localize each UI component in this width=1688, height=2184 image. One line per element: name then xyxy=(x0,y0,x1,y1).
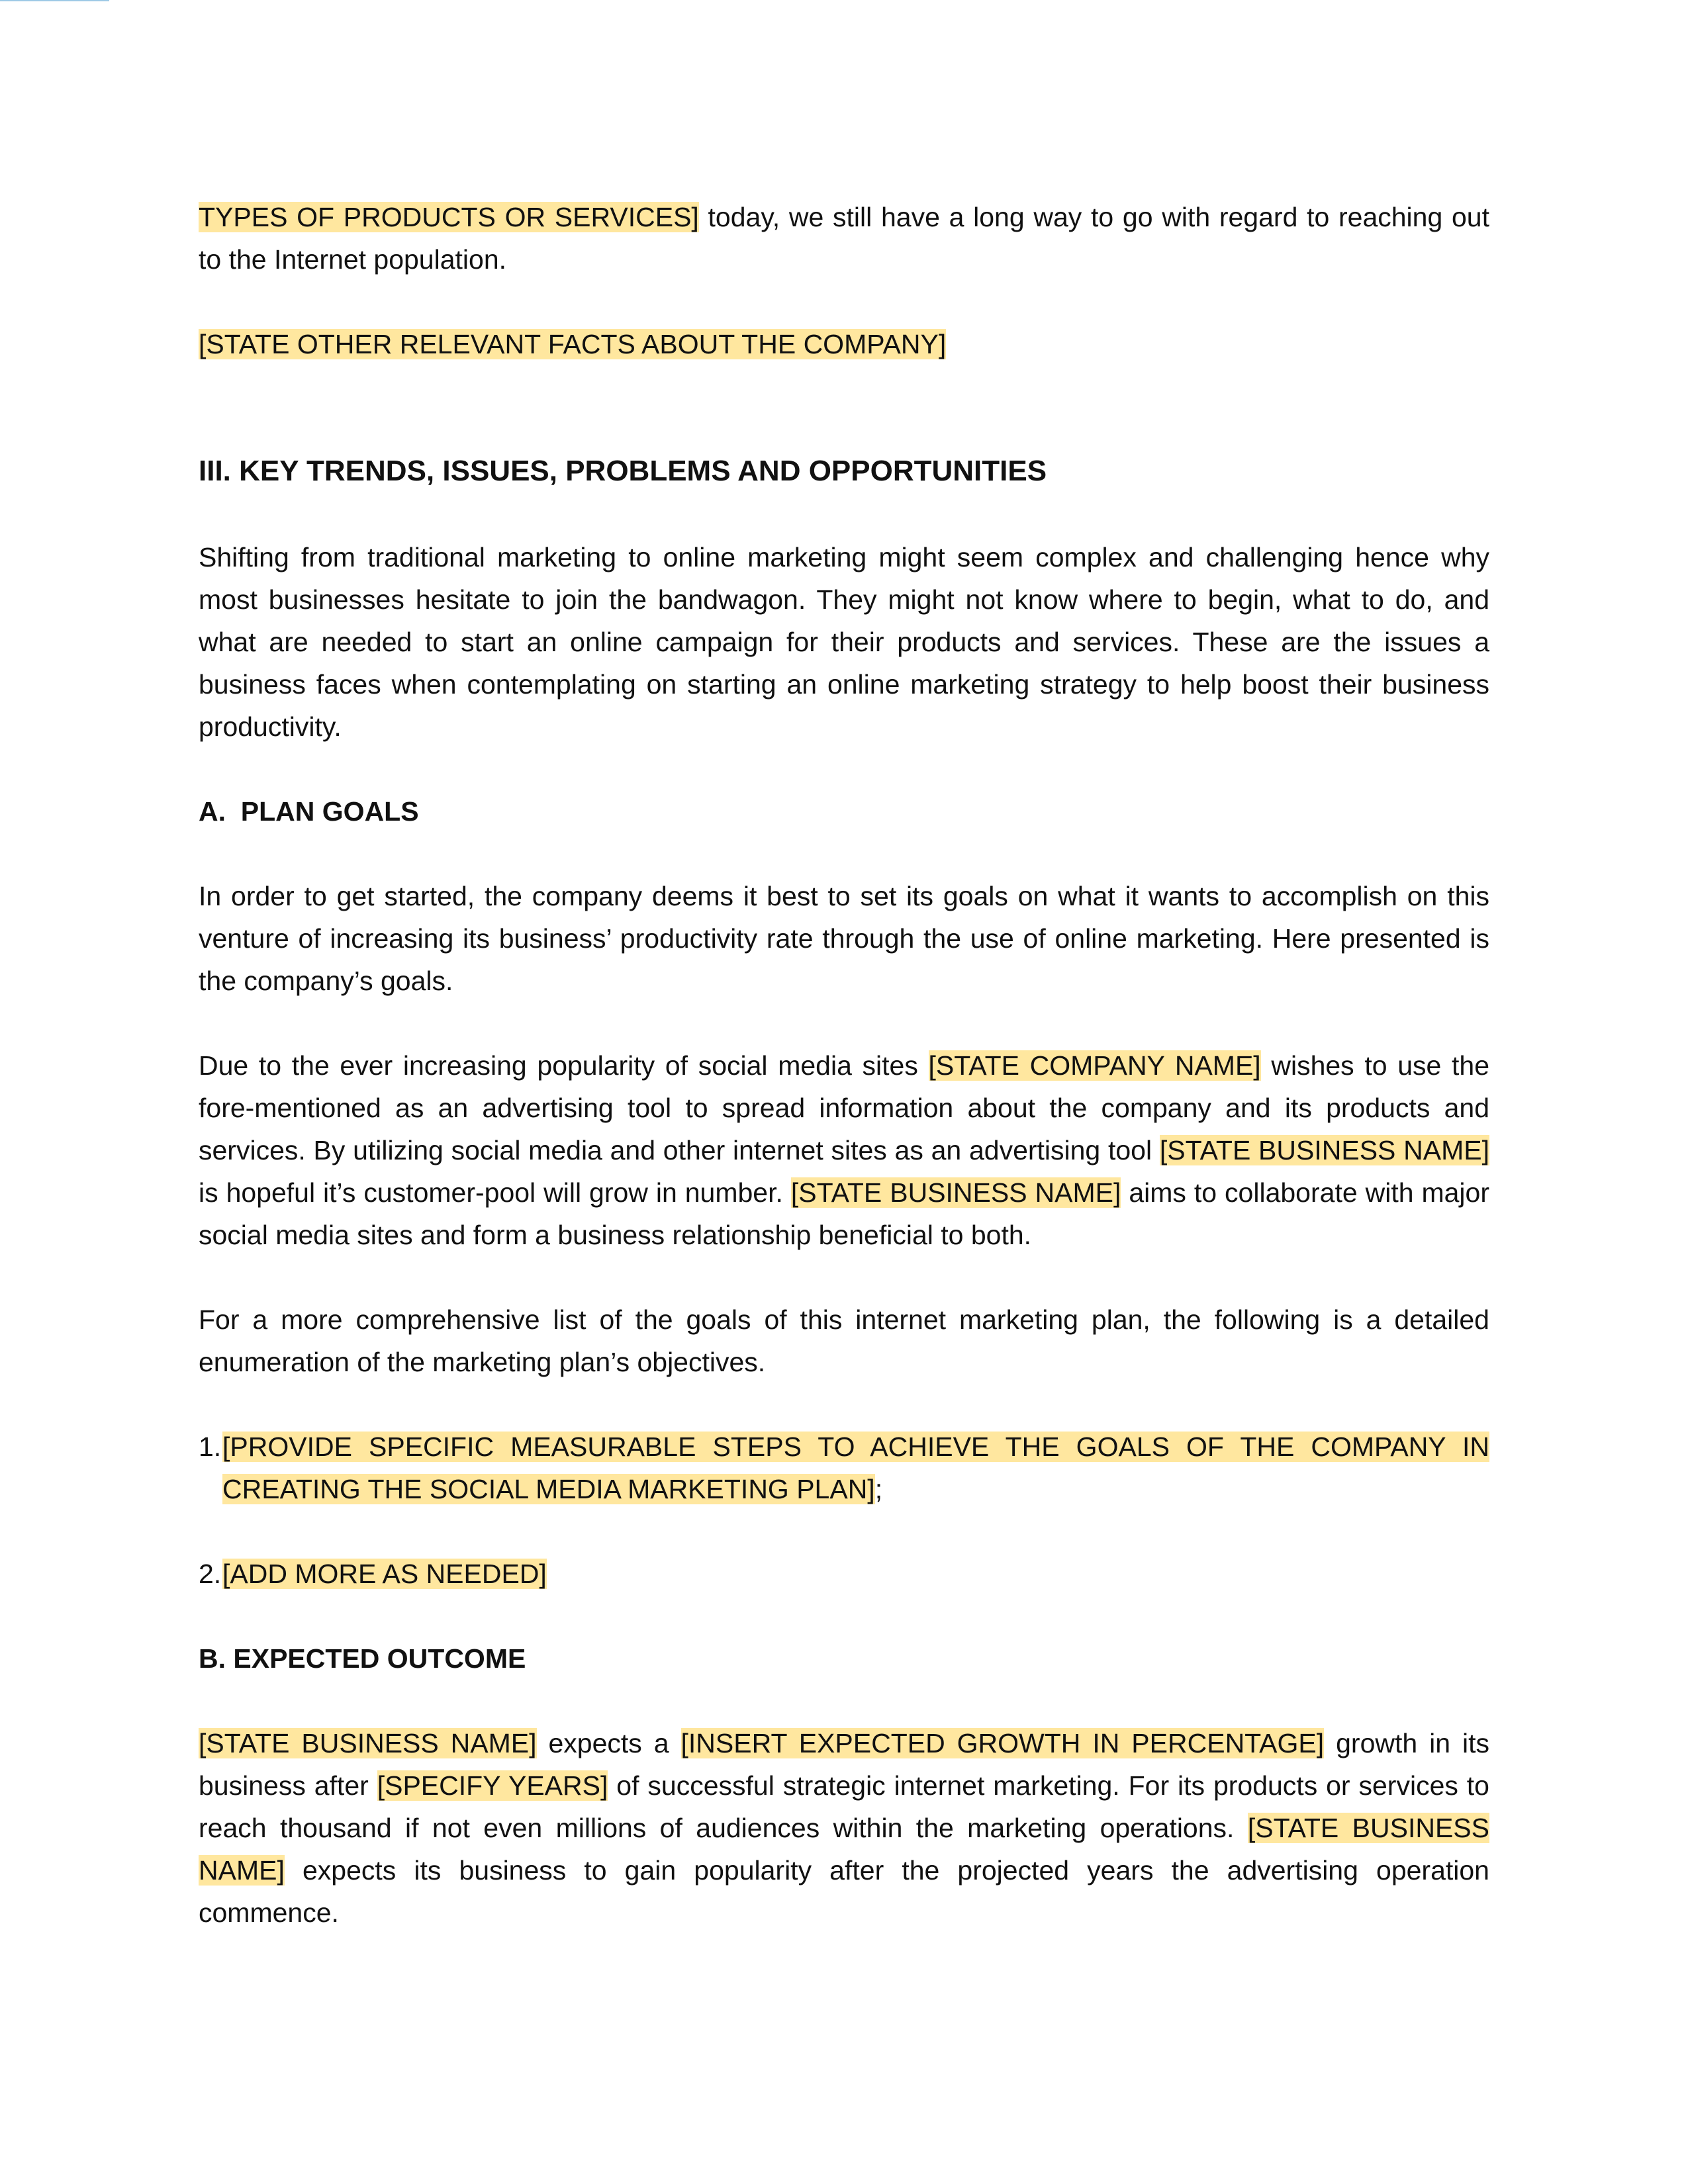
text-segment: wishes to use the fore-mentioned as an advertising tool to spread information about the company and its products and services. By utilizing social media and other internet sites as an advertising tool xyxy=(199,1050,1489,1165)
text-segment: growth in its business after xyxy=(199,1728,1489,1801)
subsection-heading-plan-goals: A. PLAN GOALS xyxy=(199,796,419,827)
list-body xyxy=(222,1553,1489,1595)
text-segment: Due to the ever increasing popularity of social media sites xyxy=(199,1050,929,1081)
intro-text: today, we still have a long way to go with regard to reaching out to the Internet population. xyxy=(199,202,1489,275)
placeholder-business-name: [STATE BUSINESS NAME] xyxy=(1159,1135,1489,1165)
list-number: 2. xyxy=(199,1559,222,1589)
placeholder-business-name: [STATE BUSINESS NAME] xyxy=(199,1728,537,1758)
page-corner-mark xyxy=(0,0,109,1)
placeholder-add-more: [ADD MORE AS NEEDED] xyxy=(222,1559,547,1589)
placeholder-products-services: TYPES OF PRODUCTS OR SERVICES] xyxy=(199,202,699,232)
placeholder-company-name: [STATE COMPANY NAME] xyxy=(928,1050,1261,1081)
text-segment: is hopeful it’s customer-pool will grow in number. xyxy=(199,1177,791,1208)
list-number: 1. xyxy=(199,1432,222,1462)
text-segment: expects its business to gain popularity after the projected years the advertising operation commence. xyxy=(199,1855,1489,1928)
text-segment: expects a xyxy=(536,1728,681,1758)
key-trends-paragraph: Shifting from traditional marketing to online marketing might seem complex and challenging hence why most businesses hesitate to join the bandwagon. They might not know where to begin, what to do, and what are needed to start an online campaign for their products and services. These are the issues a business faces when contemplating on starting an online marketing strategy to help boost their business productivity. xyxy=(199,542,1489,742)
section-heading-key-trends: III. KEY TRENDS, ISSUES, PROBLEMS AND OPPORTUNITIES xyxy=(199,455,1047,487)
list-body xyxy=(222,1426,1489,1510)
plan-goals-paragraph-3: For a more comprehensive list of the goals of this internet marketing plan, the following is a detailed enumeration of the marketing plan’s objectives. xyxy=(199,1304,1489,1377)
placeholder-relevant-facts: [STATE OTHER RELEVANT FACTS ABOUT THE COMPANY] xyxy=(199,329,947,359)
intro-paragraph-1 xyxy=(199,196,1489,281)
list-item xyxy=(199,1553,1489,1595)
placeholder-business-name: [STATE BUSINESS NAME] xyxy=(199,1813,1489,1886)
plan-goals-paragraph-1: In order to get started, the company deems it best to set its goals on what it wants to accomplish on this venture of increasing its business’ productivity rate through the use of online marketing. Here presented is the company’s goals. xyxy=(199,881,1489,996)
list-tail: ; xyxy=(874,1474,883,1504)
subsection-heading-expected-outcome: B. EXPECTED OUTCOME xyxy=(199,1643,526,1674)
placeholder-business-name: [STATE BUSINESS NAME] xyxy=(790,1177,1121,1208)
plan-goals-paragraph-2 xyxy=(199,1044,1489,1256)
expected-outcome-paragraph xyxy=(199,1722,1489,1934)
intro-paragraph-2 xyxy=(199,323,1489,365)
text-segment: of successful strategic internet marketing. For its products or services to reach thousand if not even millions of audiences within the marketing operations. xyxy=(199,1770,1489,1843)
placeholder-measurable-steps: [PROVIDE SPECIFIC MEASURABLE STEPS TO ACHIEVE THE GOALS OF THE COMPANY IN CREATING THE SOCIAL MEDIA MARKETING PLAN] xyxy=(222,1432,1489,1504)
list-item xyxy=(199,1426,1489,1510)
placeholder-specify-years: [SPECIFY YEARS] xyxy=(377,1770,608,1801)
text-segment: aims to collaborate with major social media sites and form a business relationship beneficial to both. xyxy=(199,1177,1489,1250)
placeholder-expected-growth: [INSERT EXPECTED GROWTH IN PERCENTAGE] xyxy=(680,1728,1325,1758)
document-page xyxy=(199,196,1489,1934)
